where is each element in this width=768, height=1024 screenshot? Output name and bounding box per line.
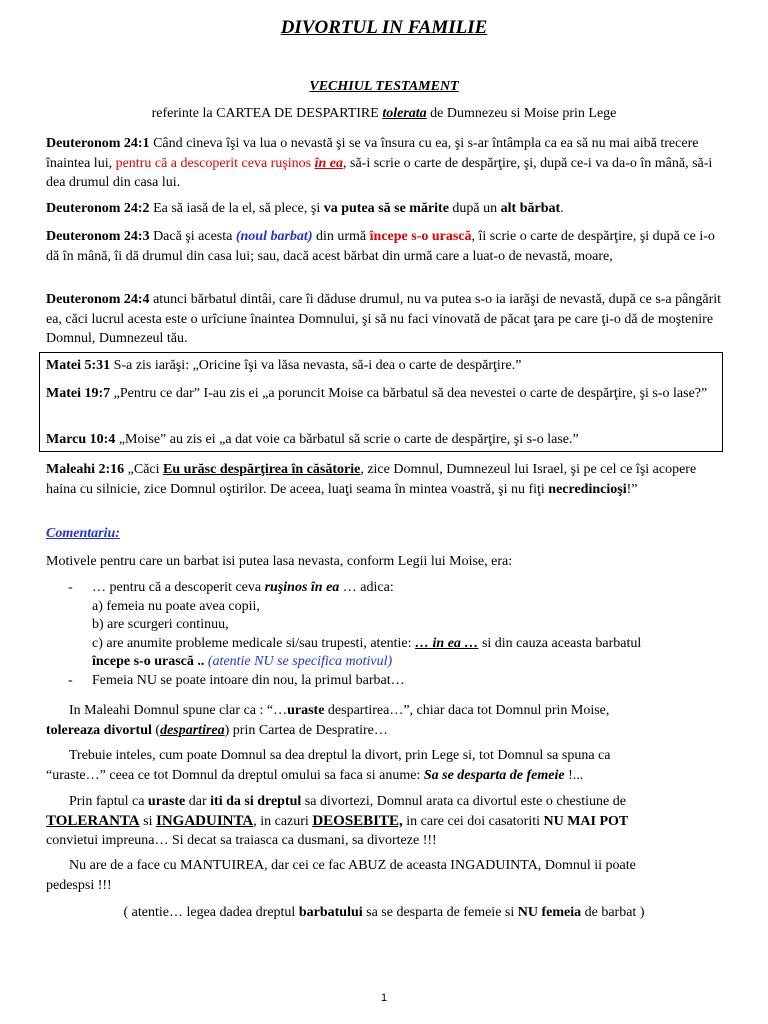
bullet-dash: - xyxy=(68,673,73,688)
section-subtitle: VECHIUL TESTAMENT xyxy=(309,79,459,94)
bullet-1-a: a) femeia nu poate avea copii, xyxy=(92,599,260,614)
verse-deut-24-2: Deuteronom 24:2 Ea să iasă de la el, să plece, şi va putea să se mărite după un alt bărbat. xyxy=(46,201,564,216)
verse-deut-24-3: Deuteronom 24:3 Dacă şi acesta (noul barbat) din urmă începe s-o urască, îi scrie o carte de despărţire, şi după ce i-o dă în mână, îi dă drumul din casa lui; sau, dacă acest bărbat din urmă care a luat-o de nevastă, moare, xyxy=(46,229,715,264)
verse-ref: Deuteronom 24:1 xyxy=(46,136,150,151)
verse-ref: Matei 19:7 xyxy=(46,386,111,401)
bullet-2-line: Femeia NU se poate intoare din nou, la primul barbat… xyxy=(92,673,405,688)
document-title: DIVORTUL IN FAMILIE xyxy=(280,17,488,38)
verse-deut-24-1: Deuteronom 24:1 Când cineva îşi va lua o nevastă şi se va însura cu ea, şi s-ar întâmpla ca ea să nu mai aibă trecere înaintea lui, pentru că a descoperit ceva ruşinos în ea, să-i scrie o carte de despărţire, şi, după ce-i va da-o în mână, să-i dea drumul din casa lui. xyxy=(46,136,713,190)
verse-ref: Deuteronom 24:3 xyxy=(46,229,150,244)
bullet-dash: - xyxy=(68,580,73,595)
verse-matei-5-31: Matei 5:31 S-a zis iarăşi: „Oricine îşi va lăsa nevasta, să-i dea o carte de despărţire.” xyxy=(46,358,522,373)
bullet-1-c: c) are anumite probleme medicale si/sau trupesti, atentie: … in ea … si din cauza aceasta barbatul xyxy=(92,636,642,651)
verse-ref: Deuteronom 24:2 xyxy=(46,201,150,216)
verse-matei-19-7: Matei 19:7 „Pentru ce dar” I-au zis ei „a poruncit Moise ca bărbatul să dea nevestei o carte de despărţire, şi s-o lase?” xyxy=(46,386,708,401)
paragraph-1: In Maleahi Domnul spune clar ca : “…uraste despartirea…”, chiar daca tot Domnul prin Moise, tolereaza divortul (despartirea) prin Cartea de Despratire… xyxy=(46,703,610,738)
comment-lead: Motivele pentru care un barbat isi putea lasa nevasta, conform Legii lui Moise, era: xyxy=(46,554,513,569)
comment-heading: Comentariu: xyxy=(46,526,120,541)
paragraph-5-note: ( atentie… legea dadea dreptul barbatului sa se desparta de femeie si NU femeia de barbat ) xyxy=(123,905,645,920)
intro-emphasis: tolerata xyxy=(382,106,427,121)
verse-maleahi-2-16: Maleahi 2:16 „Căci Eu urăsc despărţirea în căsătorie, zice Domnul, Dumnezeul lui Israel, şi pe cel ce îşi acopere haina cu silnicie, zice Domnul oştirilor. De aceea, luaţi seama în mintea voastră, şi nu fiţi necredincioşi!” xyxy=(46,462,697,497)
verse-ref: Maleahi 2:16 xyxy=(46,462,125,477)
bullet-1-c-cont: începe s-o urască .. (atentie NU se specifica motivul) xyxy=(92,654,393,669)
verse-marcu-10-4: Marcu 10:4 „Moise” au zis ei „a dat voie ca bărbatul să scrie o carte de despărţire, şi s-o lase.” xyxy=(46,432,579,447)
paragraph-3: Prin faptul ca uraste dar iti da si dreptul sa divortezi, Domnul arata ca divortul este o chestiune de TOLERANTA si INGADUINTA, in cazuri DEOSEBITE, in care cei doi casatoriti NU MAI POT convietui impreuna… Si decat sa traiasca ca dusmani, sa divorteze !!! xyxy=(46,794,629,848)
intro-line: referinte la CARTEA DE DESPARTIRE tolerata de Dumnezeu si Moise prin Lege xyxy=(151,106,617,121)
verse-ref: Deuteronom 24:4 xyxy=(46,292,150,307)
paragraph-2: Trebuie inteles, cum poate Domnul sa dea dreptul la divort, prin Lege si, tot Domnul sa spuna ca “uraste…” ceea ce tot Domnul da dreptul omului sa faca si anume: Sa se desparta de femeie !... xyxy=(46,748,611,783)
paragraph-4: Nu are de a face cu MANTUIREA, dar cei ce fac ABUZ de aceasta INGADUINTA, Domnul ii poate pedespsi !!! xyxy=(46,858,636,893)
verse-ref: Matei 5:31 xyxy=(46,358,111,373)
verse-ref: Marcu 10:4 xyxy=(46,432,116,447)
bullet-1-line: … pentru că a descoperit ceva ruşinos în ea … adica: xyxy=(92,580,394,595)
page-number: 1 xyxy=(380,992,388,1004)
verse-deut-24-4: Deuteronom 24:4 atunci bărbatul dintâi, care îi dăduse drumul, nu va putea s-o ia iarăşi de nevastă, după ce s-a pângărit ea, căci lucrul acesta este o urîciune înaintea Domnului, şi să nu faci vinovată de păcat ţara pe care ţi-o dă de moştenire Domnul, Dumnezeul tău. xyxy=(46,292,722,346)
bullet-1-b: b) are scurgeri continuu, xyxy=(92,617,229,632)
